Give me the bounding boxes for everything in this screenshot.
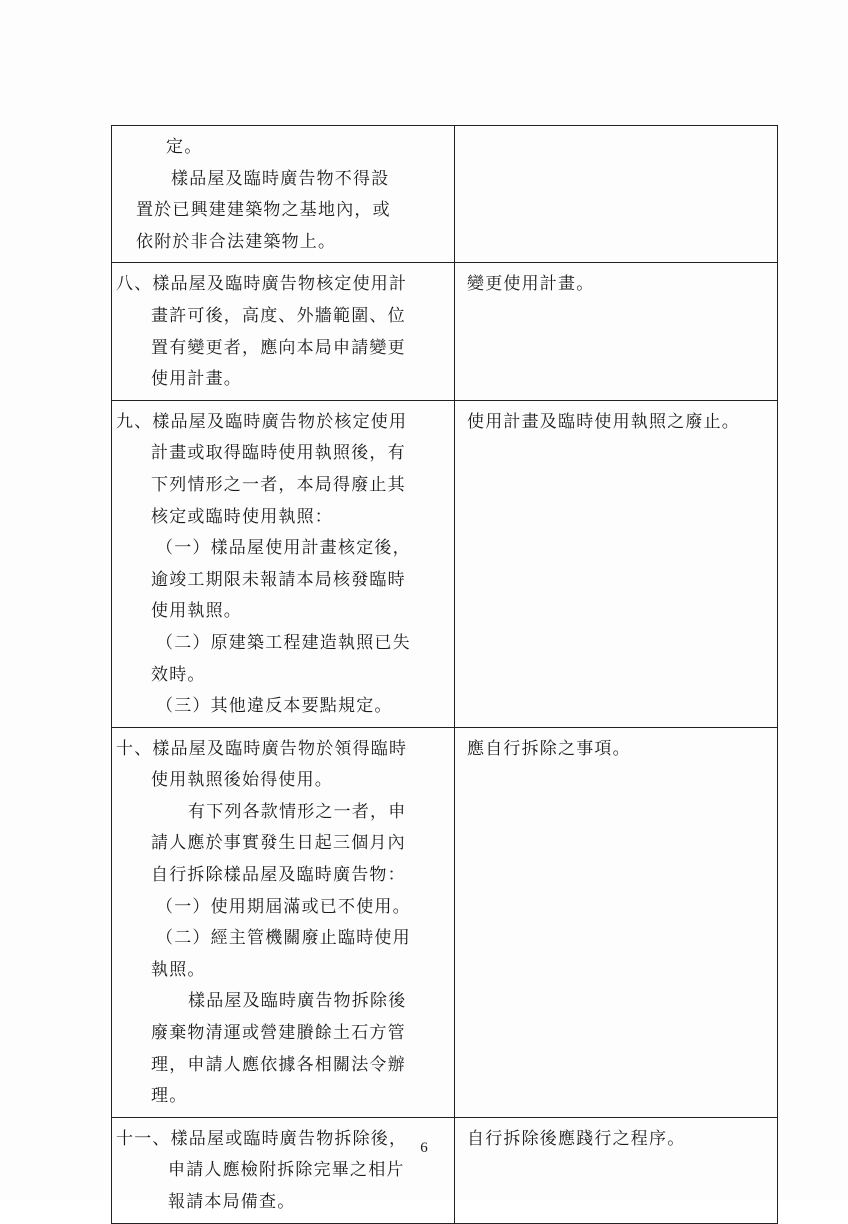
provision-cell xyxy=(112,263,455,400)
provision-line: 理，申請人應依據各相關法令辦 xyxy=(151,1054,406,1075)
provision-cell xyxy=(112,727,455,1117)
explanation-cell xyxy=(455,727,778,1117)
provision-line: 定。 xyxy=(166,137,203,157)
provision-line: 核定或臨時使用執照： xyxy=(151,506,333,527)
table-row xyxy=(112,400,778,727)
provision-line: （一）樣品屋使用計畫核定後， xyxy=(156,538,411,559)
provision-line: 有下列各款情形之一者，申 xyxy=(188,801,407,822)
explanation-text: 使用計畫及臨時使用執照之廢止。 xyxy=(467,411,740,432)
provision-line: 計畫或取得臨時使用執照後，有 xyxy=(151,443,406,464)
provision-line: 效時。 xyxy=(151,664,206,685)
provision-line: 樣品屋及臨時廣告物拆除後 xyxy=(188,991,407,1012)
provision-line: （二）經主管機關廢止臨時使用 xyxy=(156,928,411,949)
table-row xyxy=(112,727,778,1117)
provision-line: （三）其他違反本要點規定。 xyxy=(156,696,393,717)
provision-line: 下列情形之一者，本局得廢止其 xyxy=(151,474,406,495)
explanation-cell xyxy=(455,1117,778,1223)
table-row xyxy=(112,126,778,263)
regulation-table xyxy=(111,125,778,1224)
explanation-text: 應自行拆除之事項。 xyxy=(467,738,631,759)
explanation-text: 自行拆除後應踐行之程序。 xyxy=(467,1128,686,1149)
provision-line: 置有變更者，應向本局申請變更 xyxy=(151,337,406,358)
table-row xyxy=(112,1117,778,1223)
provision-cell xyxy=(112,1117,455,1223)
provision-line: 依附於非合法建築物上。 xyxy=(136,231,337,252)
table-row xyxy=(112,263,778,400)
provision-line: 使用執照後始得使用。 xyxy=(151,770,333,791)
provision-line: 使用執照。 xyxy=(151,601,242,622)
explanation-text: 變更使用計畫。 xyxy=(467,274,595,295)
provision-line: 畫許可後，高度、外牆範圍、位 xyxy=(151,305,406,326)
provision-line: 使用計畫。 xyxy=(151,369,242,390)
provision-line: 逾竣工期限未報請本局核發臨時 xyxy=(151,569,406,590)
provision-line: 樣品屋及臨時廣告物不得設 xyxy=(171,168,390,189)
explanation-cell xyxy=(455,126,778,263)
provision-cell xyxy=(112,126,455,263)
provision-cell xyxy=(112,400,455,727)
provision-line: 八、樣品屋及臨時廣告物核定使用計 xyxy=(116,274,408,295)
provision-line: 置於已興建建築物之基地內，或 xyxy=(136,200,391,221)
provision-line: 廢棄物清運或營建賸餘土石方管 xyxy=(151,1023,406,1044)
explanation-cell xyxy=(455,400,778,727)
explanation-cell xyxy=(455,263,778,400)
provision-line: 十一、樣品屋或臨時廣告物拆除後， xyxy=(116,1128,408,1149)
page-number: 6 xyxy=(420,1140,428,1156)
explanation-text xyxy=(455,126,777,136)
provision-line: （二）原建築工程建造執照已失 xyxy=(156,632,411,653)
provision-line: 十、樣品屋及臨時廣告物於領得臨時 xyxy=(116,738,408,759)
provision-line: 申請人應檢附拆除完畢之相片 xyxy=(168,1160,405,1181)
provision-line: 執照。 xyxy=(151,959,206,980)
provision-line: （一）使用期屆滿或已不使用。 xyxy=(156,896,411,917)
provision-line: 請人應於事實發生日起三個月內 xyxy=(151,833,406,854)
provision-line: 報請本局備查。 xyxy=(168,1192,296,1212)
provision-line: 自行拆除樣品屋及臨時廣告物： xyxy=(151,865,406,886)
provision-line: 九、樣品屋及臨時廣告物於核定使用 xyxy=(116,411,408,432)
provision-line: 理。 xyxy=(151,1086,188,1107)
